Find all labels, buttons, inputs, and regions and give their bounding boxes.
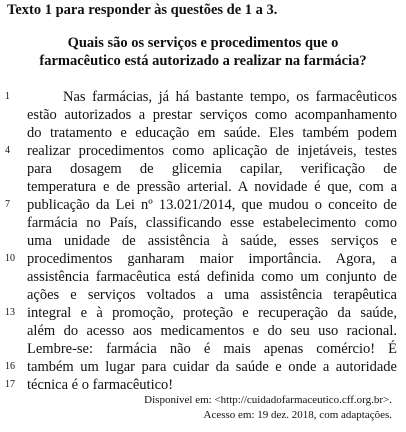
text-line-17: técnica é o farmacêutico! — [27, 377, 174, 393]
text-line-9: uma unidade de assistência à saúde, esses serviços e — [27, 233, 397, 249]
line-number: 13 — [5, 307, 15, 318]
text-line-6: temperatura e de pressão arterial. A novidade é que, com a — [27, 179, 397, 195]
article-title-line-1: Quais são os serviços e procedimentos que o — [67, 35, 339, 51]
line-number: 1 — [5, 91, 10, 102]
text-line-7: publicação da Lei nº 13.021/2014, que mudou o conceito de — [27, 197, 397, 213]
source-citation-access-date: Acesso em: 19 dez. 2018, com adaptações. — [203, 409, 392, 421]
text-line-3: do tratamento e educação em saúde. Eles também podem — [27, 125, 397, 141]
text-line-13: integral e à promoção, proteção e recuperação da saúde, — [27, 305, 397, 321]
text-line-8: farmácia no País, classificando esse estabelecimento como — [27, 215, 397, 231]
text-line-2: estão autorizados a prestar serviços como acompanhamento — [27, 107, 397, 123]
source-citation-url: Disponível em: <http://cuidadofarmaceutico.cff.org.br>. — [144, 394, 392, 406]
line-number: 7 — [5, 199, 10, 210]
text-line-1: Nas farmácias, já há bastante tempo, os farmacêuticos — [63, 89, 397, 105]
text-line-14: além do acesso aos medicamentos e do seu uso racional. — [27, 323, 397, 339]
text-line-15: Lembre-se: farmácia não é mais apenas comércio! É — [27, 341, 397, 357]
text-line-10: procedimentos ganharam maior importância. Agora, a — [27, 251, 397, 267]
text-line-4: realizar procedimentos como aplicação de injetáveis, testes — [27, 143, 397, 159]
line-number: 16 — [5, 361, 15, 372]
line-number: 10 — [5, 253, 15, 264]
line-number: 17 — [5, 379, 15, 390]
section-heading: Texto 1 para responder às questões de 1 a 3. — [7, 2, 278, 18]
text-line-16: também um lugar para cuidar da saúde e onde a autoridade — [27, 359, 397, 375]
text-line-5: para dosagem de glicemia capilar, verificação de — [27, 161, 397, 177]
text-line-11: assistência farmacêutica está definida como um conjunto de — [27, 269, 397, 285]
text-line-12: ações e serviços voltados a uma assistência terapêutica — [27, 287, 397, 303]
line-number: 4 — [5, 145, 10, 156]
article-title-line-2: farmacêutico está autorizado a realizar na farmácia? — [39, 53, 367, 69]
